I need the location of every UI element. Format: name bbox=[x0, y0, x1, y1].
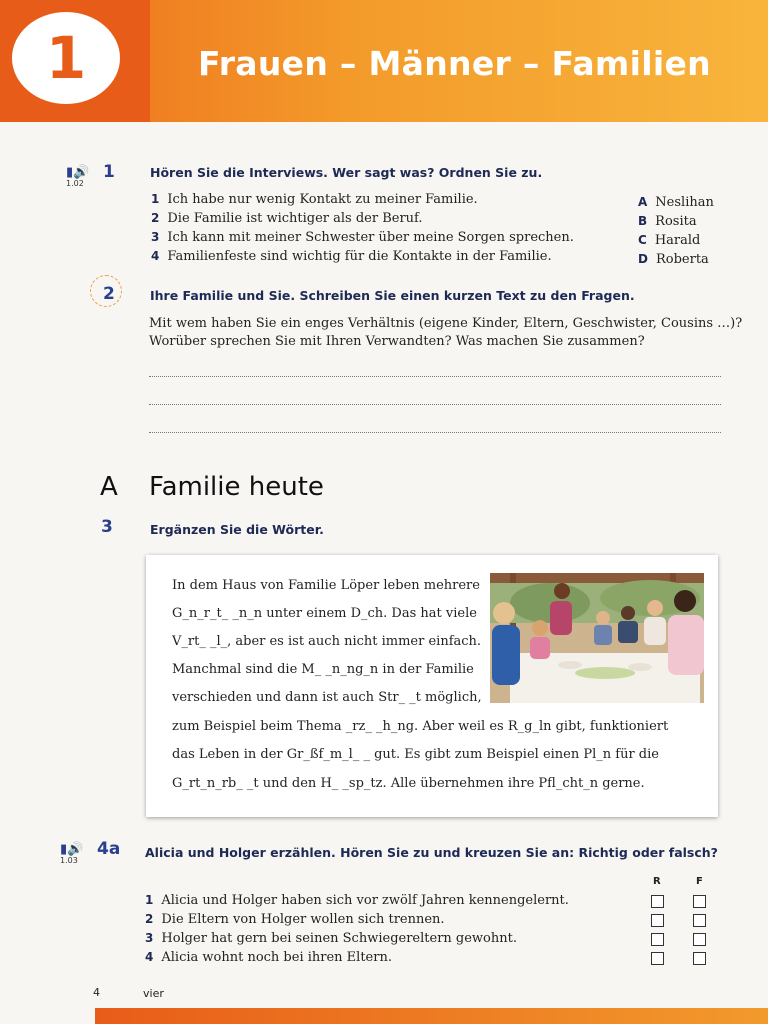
option-item bbox=[638, 214, 697, 229]
writing-line[interactable] bbox=[149, 404, 721, 405]
list-item bbox=[145, 950, 392, 965]
writing-line[interactable] bbox=[149, 432, 721, 433]
item-number: 1 bbox=[151, 192, 160, 206]
gap-text-line: das Leben in der Gr_ßf_m_l_ _ gut. Es gibt zum Beispiel einen Pl_n für die bbox=[172, 747, 659, 762]
item-text: Die Familie ist wichtiger als der Beruf. bbox=[167, 211, 423, 226]
option-letter: C bbox=[638, 233, 647, 247]
checkbox-richtig-3[interactable] bbox=[651, 933, 664, 946]
column-header-falsch: F bbox=[696, 876, 703, 887]
gap-text-line: G_rt_n_rb_ _t und den H_ _sp_tz. Alle übernehmen ihre Pfl_cht_n gerne. bbox=[172, 776, 645, 791]
page-number: 4 bbox=[93, 986, 100, 999]
gap-text-line: In dem Haus von Familie Löper leben mehrere bbox=[172, 578, 480, 593]
option-item bbox=[638, 195, 714, 210]
speaker-icon: ▮🔊 bbox=[66, 165, 90, 180]
item-number: 4 bbox=[145, 950, 154, 964]
list-item bbox=[145, 912, 445, 927]
list-item bbox=[145, 893, 569, 908]
gap-text-line: V_rt_ _l_, aber es ist auch nicht immer einfach. bbox=[172, 634, 482, 649]
exercise-instruction: Ergänzen Sie die Wörter. bbox=[150, 522, 324, 537]
checkbox-falsch-1[interactable] bbox=[693, 895, 706, 908]
item-text: Die Eltern von Holger wollen sich trennen. bbox=[161, 912, 445, 927]
option-item bbox=[638, 252, 709, 267]
list-item bbox=[151, 211, 423, 226]
list-item bbox=[151, 249, 552, 264]
speaker-icon: ▮🔊 bbox=[60, 842, 84, 857]
item-text: Alicia wohnt noch bei ihren Eltern. bbox=[161, 950, 392, 965]
option-letter: B bbox=[638, 214, 648, 228]
item-number: 3 bbox=[145, 931, 154, 945]
audio-track-1-03[interactable] bbox=[60, 843, 83, 865]
option-name: Rosita bbox=[655, 214, 697, 229]
exercise-instruction: Alicia und Holger erzählen. Hören Sie zu und kreuzen Sie an: Richtig oder falsch? bbox=[145, 845, 718, 860]
track-number: 1.03 bbox=[60, 856, 78, 865]
exercise-number: 4a bbox=[97, 839, 121, 859]
section-letter: A bbox=[100, 472, 118, 502]
track-number: 1.02 bbox=[66, 179, 84, 188]
item-number: 2 bbox=[145, 912, 154, 926]
chapter-header bbox=[0, 0, 768, 122]
column-header-richtig: R bbox=[653, 876, 661, 887]
footer-bar bbox=[95, 1008, 768, 1024]
section-title: Familie heute bbox=[149, 472, 324, 502]
checkbox-richtig-2[interactable] bbox=[651, 914, 664, 927]
gap-text-line: G_n_r_t_ _n_n unter einem D_ch. Das hat viele bbox=[172, 606, 477, 621]
exercise-instruction: Hören Sie die Interviews. Wer sagt was? Ordnen Sie zu. bbox=[150, 165, 543, 180]
gap-text-line: verschieden und dann ist auch Str_ _t möglich, bbox=[172, 690, 482, 705]
list-item bbox=[151, 230, 574, 245]
question-line: Worüber sprechen Sie mit Ihren Verwandten? Was machen Sie zusammen? bbox=[149, 334, 645, 349]
gap-text-line: zum Beispiel beim Thema _rz_ _h_ng. Aber weil es R_g_ln gibt, funktioniert bbox=[172, 719, 669, 734]
gap-text-line: Manchmal sind die M_ _n_ng_n in der Familie bbox=[172, 662, 474, 677]
option-name: Neslihan bbox=[655, 195, 714, 210]
item-text: Alicia und Holger haben sich vor zwölf Jahren kennengelernt. bbox=[161, 893, 569, 908]
family-dinner-photo bbox=[490, 573, 704, 703]
option-letter: A bbox=[638, 195, 648, 209]
item-text: Familienfeste sind wichtig für die Kontakte in der Familie. bbox=[167, 249, 552, 264]
list-item bbox=[151, 192, 478, 207]
question-line: Mit wem haben Sie ein enges Verhältnis (eigene Kinder, Eltern, Geschwister, Cousins …)? bbox=[149, 316, 743, 331]
writing-line[interactable] bbox=[149, 376, 721, 377]
checkbox-richtig-1[interactable] bbox=[651, 895, 664, 908]
item-text: Ich kann mit meiner Schwester über meine Sorgen sprechen. bbox=[167, 230, 574, 245]
exercise-number: 3 bbox=[101, 517, 113, 537]
checkbox-falsch-4[interactable] bbox=[693, 952, 706, 965]
option-item bbox=[638, 233, 700, 248]
checkbox-richtig-4[interactable] bbox=[651, 952, 664, 965]
list-item bbox=[145, 931, 517, 946]
option-name: Harald bbox=[654, 233, 701, 248]
item-number: 2 bbox=[151, 211, 160, 225]
item-text: Holger hat gern bei seinen Schwiegereltern gewohnt. bbox=[161, 931, 517, 946]
option-letter: D bbox=[638, 252, 648, 266]
item-number: 4 bbox=[151, 249, 160, 263]
exercise-number: 1 bbox=[103, 162, 115, 182]
chapter-number: 1 bbox=[12, 12, 120, 104]
family-dinner-illustration bbox=[490, 573, 704, 703]
item-number: 1 bbox=[145, 893, 154, 907]
chapter-title: Frauen – Männer – Familien bbox=[198, 44, 711, 83]
exercise-instruction: Ihre Familie und Sie. Schreiben Sie einen kurzen Text zu den Fragen. bbox=[150, 288, 635, 303]
checkbox-falsch-2[interactable] bbox=[693, 914, 706, 927]
page-number-word: vier bbox=[143, 987, 164, 1000]
exercise-number: 2 bbox=[103, 284, 115, 304]
item-number: 3 bbox=[151, 230, 160, 244]
item-text: Ich habe nur wenig Kontakt zu meiner Familie. bbox=[167, 192, 478, 207]
checkbox-falsch-3[interactable] bbox=[693, 933, 706, 946]
audio-track-1-02[interactable] bbox=[66, 166, 89, 188]
option-name: Roberta bbox=[655, 252, 709, 267]
